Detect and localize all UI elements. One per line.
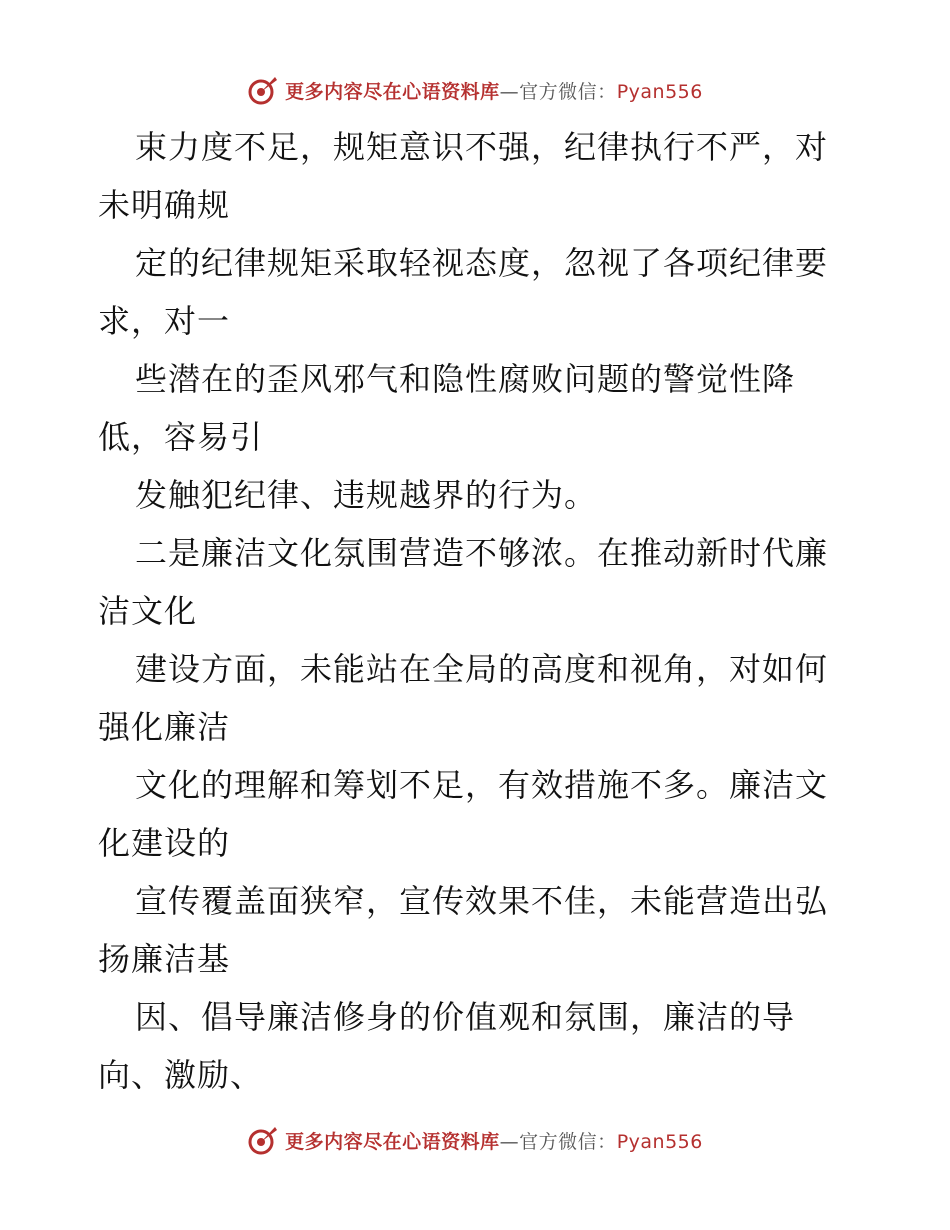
text-line: 洁文化	[98, 592, 198, 630]
quill-pen-logo-icon	[247, 1124, 279, 1156]
footer-banner-text	[285, 1127, 703, 1154]
text-line: 向、激励、	[98, 1056, 264, 1094]
text-line: 建设方面，未能站在全局的高度和视角，对如何	[135, 650, 829, 688]
text-line: 二是廉洁文化氛围营造不够浓。在推动新时代廉	[135, 534, 829, 572]
text-line: 发触犯纪律、违规越界的行为。	[135, 476, 598, 514]
text-line: 束力度不足，规矩意识不强，纪律执行不严，对	[135, 128, 829, 166]
text-line: 强化廉洁	[98, 708, 231, 746]
text-line: 求，对一	[98, 302, 231, 340]
text-line: 些潜在的歪风邪气和隐性腐败问题的警觉性降	[135, 360, 796, 398]
text-line: 扬廉洁基	[98, 940, 231, 978]
text-line: 未明确规	[98, 186, 231, 224]
text-line: 因、倡导廉洁修身的价值观和氛围，廉洁的导	[135, 998, 796, 1036]
footer-wechat-account: Pyan556	[616, 1130, 703, 1153]
header-banner	[0, 70, 950, 110]
header-promo-text: 更多内容尽在心语资料库	[285, 80, 500, 103]
document-body	[98, 118, 858, 1104]
text-line: 文化的理解和筹划不足，有效措施不多。廉洁文	[135, 766, 829, 804]
footer-banner	[0, 1120, 950, 1160]
text-line: 化建设的	[98, 824, 231, 862]
header-wechat-label: 官方微信：	[519, 80, 617, 103]
text-line: 宣传覆盖面狭窄，宣传效果不佳，未能营造出弘	[135, 882, 829, 920]
text-line: 定的纪律规矩采取轻视态度，忽视了各项纪律要	[135, 244, 829, 282]
footer-wechat-label: 官方微信：	[519, 1130, 617, 1153]
text-line: 低，容易引	[98, 418, 264, 456]
footer-promo-text: 更多内容尽在心语资料库	[285, 1130, 500, 1153]
header-banner-text	[285, 77, 703, 104]
header-separator: —	[499, 80, 520, 103]
quill-pen-logo-icon	[247, 74, 279, 106]
header-wechat-account: Pyan556	[616, 80, 703, 103]
footer-separator: —	[499, 1130, 520, 1153]
